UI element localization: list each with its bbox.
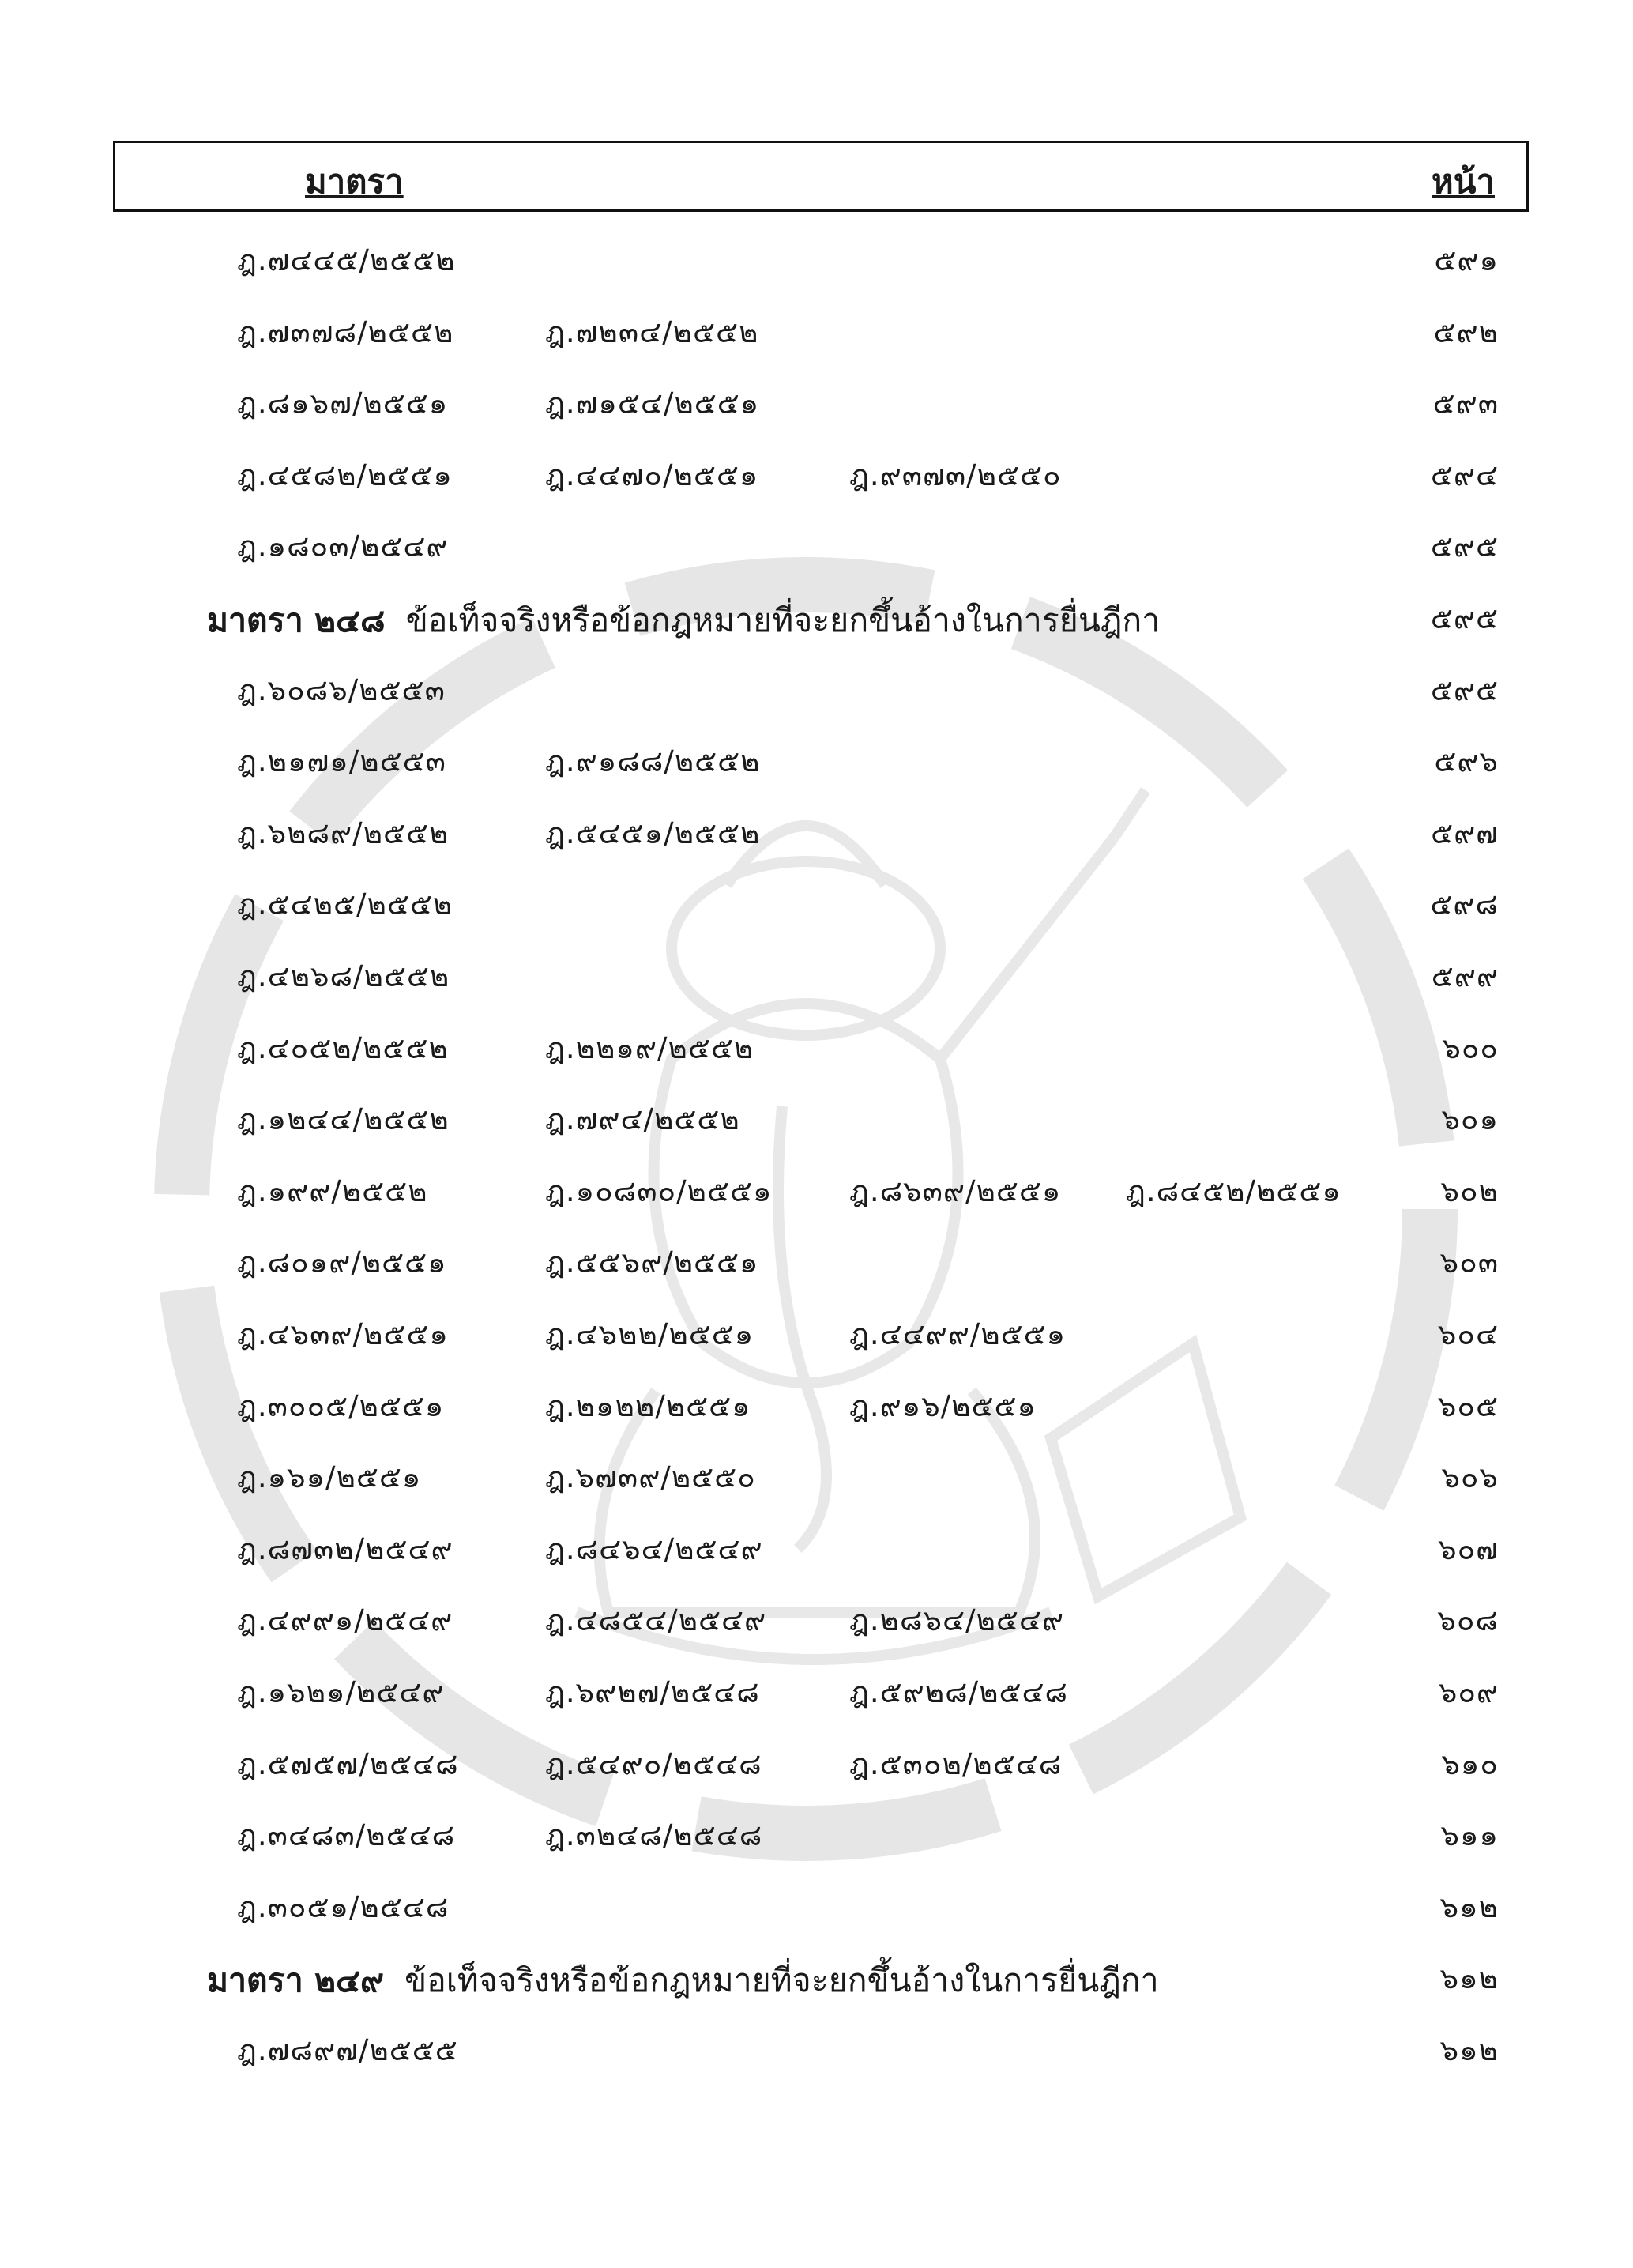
citation-row (0, 2027, 1633, 2074)
citation-row (0, 452, 1633, 499)
case-citation: ฎ.๒๘๖๔/๒๕๔๙ (849, 1603, 1064, 1637)
case-citation: ฎ.๒๑๗๑/๒๕๕๓ (237, 744, 446, 778)
header-page-label: หน้า (1432, 162, 1495, 201)
case-citation: ฎ.๗๓๗๘/๒๕๕๒ (237, 315, 454, 349)
citation-row (0, 1741, 1633, 1788)
citation-row (0, 667, 1633, 714)
page-number: ๕๙๓ (1432, 386, 1499, 420)
page-number: ๖๐๗ (1438, 1532, 1499, 1566)
page-number: ๕๙๕ (1430, 529, 1499, 563)
case-citation: ฎ.๑๖๒๑/๒๕๔๙ (237, 1675, 445, 1709)
citation-row (0, 1454, 1633, 1501)
case-citation: ฎ.๙๑๖/๒๕๕๑ (849, 1389, 1037, 1423)
page-number: ๕๙๑ (1434, 243, 1499, 277)
page-number: ๕๙๖ (1434, 744, 1499, 778)
case-citation: ฎ.๗๘๙๗/๒๕๕๕ (237, 2033, 458, 2067)
case-citation: ฎ.๕๗๕๗/๒๕๔๘ (237, 1747, 459, 1781)
case-citation: ฎ.๕๓๐๒/๒๕๔๘ (849, 1747, 1063, 1781)
case-citation: ฎ.๔๖๒๒/๒๕๕๑ (545, 1317, 754, 1351)
citation-row (0, 237, 1633, 284)
citation-row (0, 881, 1633, 929)
page-number: ๖๐๙ (1438, 1675, 1499, 1709)
page-number: ๖๑๒ (1439, 1961, 1499, 1995)
case-citation: ฎ.๖๗๓๙/๒๕๕๐ (545, 1460, 756, 1494)
case-citation: ฎ.๑๐๘๓๐/๒๕๕๑ (545, 1174, 773, 1208)
citation-row (0, 309, 1633, 356)
page-number: ๖๐๓ (1439, 1245, 1499, 1279)
case-citation: ฎ.๔๖๓๙/๒๕๕๑ (237, 1317, 449, 1351)
page-number: ๕๙๕ (1430, 601, 1499, 635)
citation-row (0, 1168, 1633, 1215)
case-citation: ฎ.๑๖๑/๒๕๕๑ (237, 1460, 422, 1494)
page-number: ๖๐๔ (1437, 1317, 1499, 1351)
section-title: ข้อเท็จจริงหรือข้อกฎหมายที่จะยกขึ้นอ้างในการยื่นฎีกา (405, 601, 1161, 639)
case-citation: ฎ.๘๐๑๙/๒๕๕๑ (237, 1245, 447, 1279)
case-citation: ฎ.๕๔๒๕/๒๕๕๒ (237, 887, 453, 921)
case-citation: ฎ.๘๖๓๙/๒๕๕๑ (849, 1174, 1062, 1208)
case-citation: ฎ.๖๙๒๗/๒๕๔๘ (545, 1675, 760, 1709)
case-citation: ฎ.๔๘๕๔/๒๕๔๙ (545, 1603, 767, 1637)
page-number: ๕๙๙ (1431, 959, 1499, 993)
page-number: ๖๐๑ (1441, 1102, 1499, 1136)
case-citation: ฎ.๗๔๔๕/๒๕๕๒ (237, 243, 456, 277)
case-citation: ฎ.๓๔๘๓/๒๕๔๘ (237, 1818, 456, 1852)
page-number: ๖๐๕ (1437, 1389, 1499, 1423)
case-citation: ฎ.๔๔๗๐/๒๕๕๑ (545, 458, 759, 492)
case-citation: ฎ.๗๒๓๔/๒๕๕๒ (545, 315, 759, 349)
case-citation: ฎ.๘๗๓๒/๒๕๔๙ (237, 1532, 453, 1566)
section-row (0, 595, 1633, 642)
case-citation: ฎ.๓๐๕๑/๒๕๔๘ (237, 1890, 450, 1924)
case-citation: ฎ.๔๙๙๑/๒๕๔๙ (237, 1603, 453, 1637)
case-citation: ฎ.๕๙๒๘/๒๕๔๘ (849, 1675, 1069, 1709)
citation-row (0, 953, 1633, 1000)
page-number: ๖๐๒ (1440, 1174, 1499, 1208)
case-citation: ฎ.๘๑๖๗/๒๕๕๑ (237, 386, 449, 420)
citation-row (0, 738, 1633, 786)
citation-row (0, 1096, 1633, 1143)
section-heading (207, 1955, 1159, 2006)
case-citation: ฎ.๘๔๖๔/๒๕๔๙ (545, 1532, 763, 1566)
page-number: ๖๑๐ (1441, 1747, 1499, 1781)
citation-row (0, 1526, 1633, 1573)
case-citation: ฎ.๔๐๕๒/๒๕๕๒ (237, 1031, 449, 1065)
case-citation: ฎ.๙๑๘๘/๒๕๕๒ (545, 744, 761, 778)
citation-row (0, 1812, 1633, 1859)
header-section-label: มาตรา (305, 162, 404, 201)
section-number: มาตรา ๒๔๘ (207, 601, 386, 639)
citation-row (0, 1239, 1633, 1287)
case-citation: ฎ.๖๒๘๙/๒๕๕๒ (237, 816, 450, 850)
page-number: ๕๙๔ (1430, 458, 1499, 492)
citation-row (0, 1669, 1633, 1716)
page-number: ๖๑๑ (1440, 1818, 1499, 1852)
case-citation: ฎ.๕๔๕๑/๒๕๕๒ (545, 816, 761, 850)
citation-row (0, 810, 1633, 857)
citation-row (0, 1383, 1633, 1430)
citation-row (0, 1311, 1633, 1358)
section-number: มาตรา ๒๔๙ (207, 1961, 385, 1999)
case-citation: ฎ.๑๙๙/๒๕๕๒ (237, 1174, 428, 1208)
case-citation: ฎ.๑๘๐๓/๒๕๔๙ (237, 529, 449, 563)
section-row (0, 1955, 1633, 2002)
case-citation: ฎ.๓๒๔๘/๒๕๔๘ (545, 1818, 763, 1852)
section-title: ข้อเท็จจริงหรือข้อกฎหมายที่จะยกขึ้นอ้างในการยื่นฎีกา (404, 1961, 1159, 1999)
page-number: ๖๑๒ (1439, 2033, 1499, 2067)
header-box (113, 141, 1529, 212)
page-number: ๖๑๒ (1439, 1890, 1499, 1924)
page-number: ๕๙๗ (1431, 816, 1499, 850)
case-citation: ฎ.๒๒๑๙/๒๕๕๒ (545, 1031, 754, 1065)
case-citation: ฎ.๖๐๘๖/๒๕๕๓ (237, 673, 446, 707)
page-number: ๕๙๘ (1430, 887, 1499, 921)
case-citation: ฎ.๔๒๖๘/๒๕๕๒ (237, 959, 450, 993)
section-heading (207, 595, 1160, 646)
case-citation: ฎ.๑๒๔๔/๒๕๕๒ (237, 1102, 450, 1136)
page-number: ๕๙๕ (1430, 673, 1499, 707)
citation-row (0, 380, 1633, 428)
citation-row (0, 1597, 1633, 1644)
page-number: ๖๐๖ (1441, 1460, 1499, 1494)
citation-row (0, 1884, 1633, 1931)
case-citation: ฎ.๗๑๕๔/๒๕๕๑ (545, 386, 760, 420)
case-citation: ฎ.๔๔๙๙/๒๕๕๑ (849, 1317, 1067, 1351)
case-citation: ฎ.๙๓๗๓/๒๕๕๐ (849, 458, 1062, 492)
case-citation: ฎ.๗๙๔/๒๕๕๒ (545, 1102, 740, 1136)
case-citation: ฎ.๕๔๙๐/๒๕๔๘ (545, 1747, 762, 1781)
case-citation: ฎ.๘๔๕๒/๒๕๕๑ (1126, 1174, 1341, 1208)
case-citation: ฎ.๒๑๒๒/๒๕๕๑ (545, 1389, 751, 1423)
citation-row (0, 523, 1633, 571)
case-citation: ฎ.๓๐๐๕/๒๕๕๑ (237, 1389, 445, 1423)
case-citation: ฎ.๔๕๘๒/๒๕๕๑ (237, 458, 453, 492)
page-number: ๖๐๘ (1437, 1603, 1499, 1637)
citation-row (0, 1025, 1633, 1072)
page-number: ๕๙๒ (1433, 315, 1499, 349)
case-citation: ฎ.๕๕๖๙/๒๕๕๑ (545, 1245, 759, 1279)
page-number: ๖๐๐ (1442, 1031, 1499, 1065)
